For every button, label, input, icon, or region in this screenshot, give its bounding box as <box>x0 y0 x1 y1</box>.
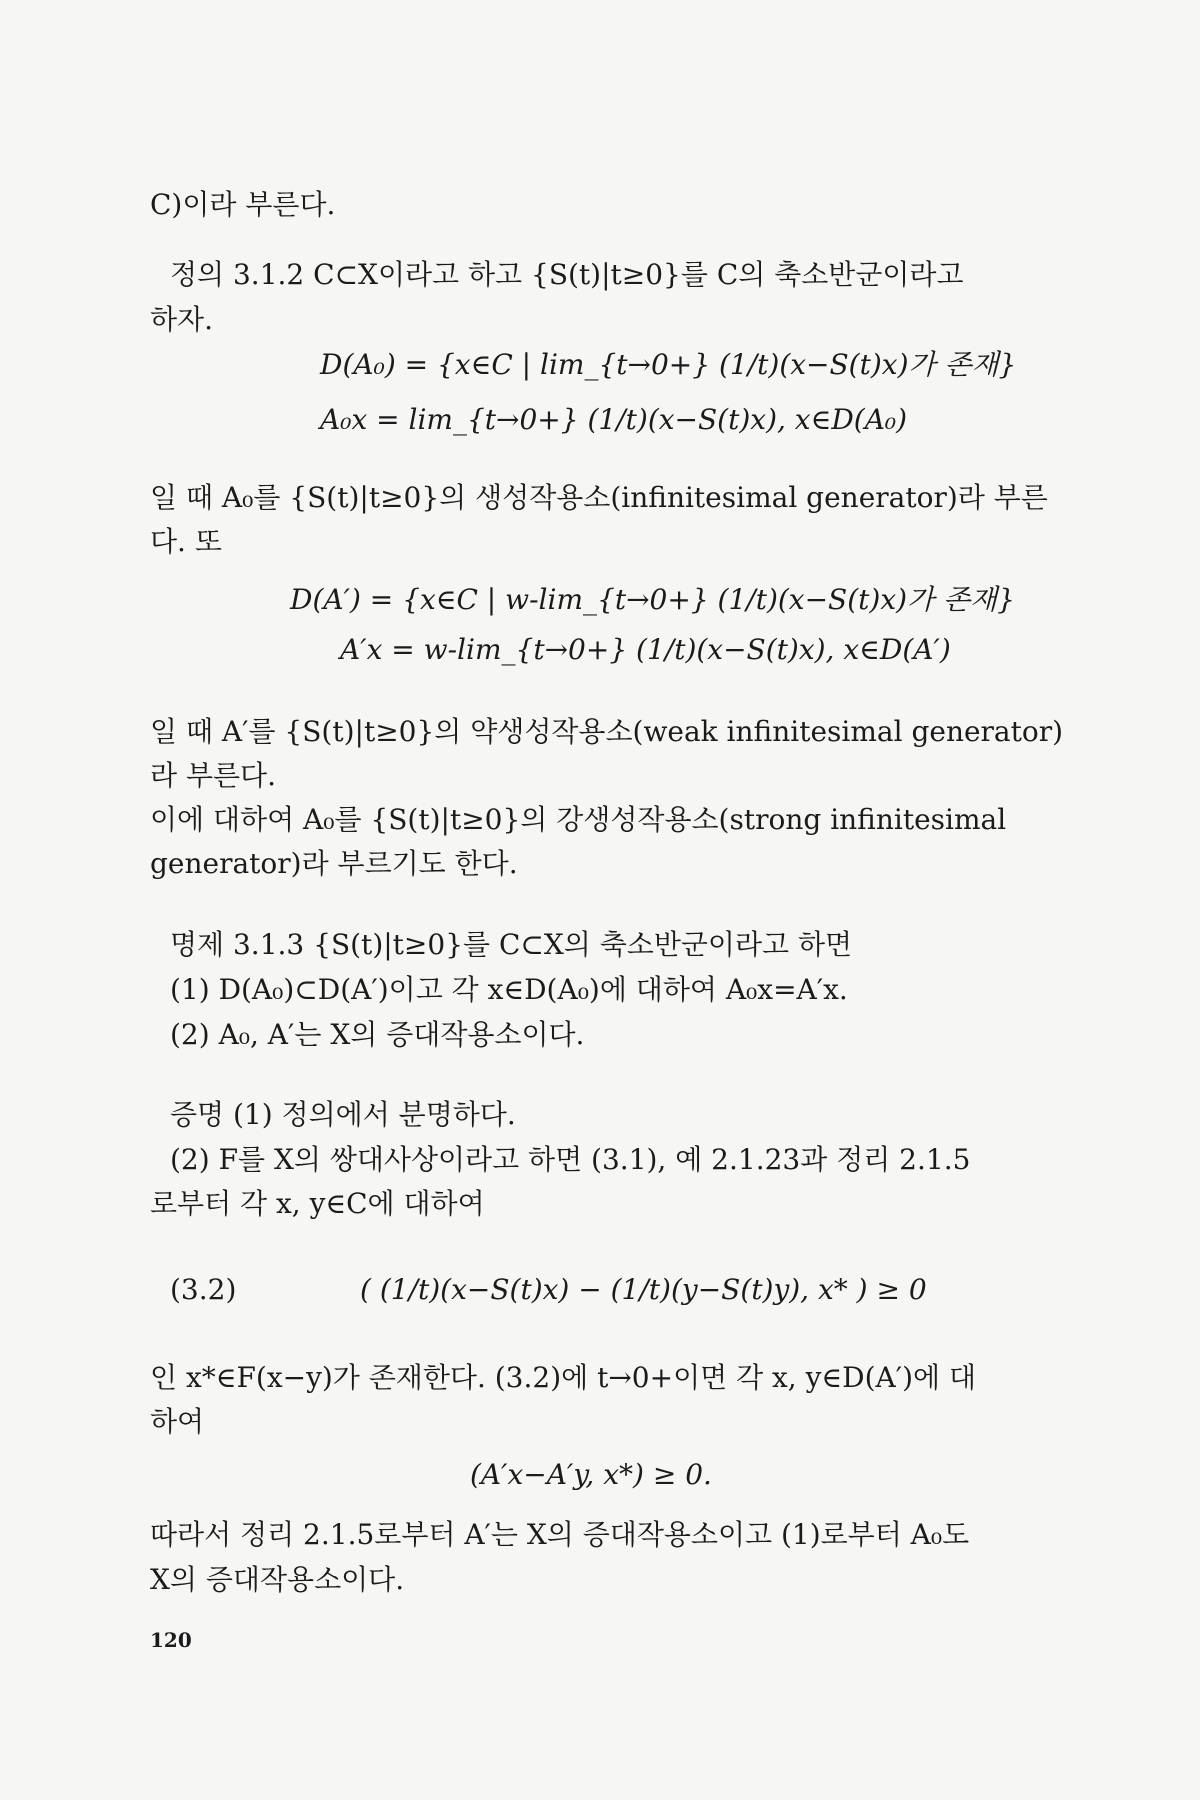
equation-domain-A0: D(A₀) = {x∈C | lim_{t→0+} (1/t)(x−S(t)x)가 존재} <box>320 348 1017 381</box>
text-line: 인 x*∈F(x−y)가 존재한다. (3.2)에 t→0+이면 각 x, y∈D(A′)에 대 <box>150 1361 977 1394</box>
text-line: 이에 대하여 A₀를 {S(t)|t≥0}의 강생성작용소(strong infinitesimal <box>150 803 1007 836</box>
equation-3-2: ( (1/t)(x−S(t)x) − (1/t)(y−S(t)y), x* ) ≥ 0 <box>360 1273 927 1306</box>
equation-Aprime-x: A′x = w-lim_{t→0+} (1/t)(x−S(t)x), x∈D(A′) <box>340 633 951 666</box>
text-line: generator)라 부르기도 한다. <box>150 847 518 880</box>
page-number: 120 <box>150 1628 192 1652</box>
proposition-item-2: (2) A₀, A′는 X의 증대작용소이다. <box>170 1018 585 1051</box>
equation-domain-Aprime: D(A′) = {x∈C | w-lim_{t→0+} (1/t)(x−S(t)x)가 존재} <box>290 583 1015 616</box>
equation-number-3-2: (3.2) <box>170 1273 237 1306</box>
text-line: 라 부른다. <box>150 759 276 792</box>
text-line: 다. 또 <box>150 525 222 558</box>
proposition-item-1: (1) D(A₀)⊂D(A′)이고 각 x∈D(A₀)에 대하여 A₀x=A′x. <box>170 973 848 1006</box>
text-line: 일 때 A₀를 {S(t)|t≥0}의 생성작용소(infinitesimal generator)라 부른 <box>150 481 1048 514</box>
definition-3-1-2: 정의 3.1.2 C⊂X이라고 하고 {S(t)|t≥0}를 C의 축소반군이라고 <box>170 258 964 291</box>
text-line: 로부터 각 x, y∈C에 대하여 <box>150 1187 485 1220</box>
proof-heading: 증명 (1) 정의에서 분명하다. <box>170 1098 516 1131</box>
text-line: 따라서 정리 2.1.5로부터 A′는 X의 증대작용소이고 (1)로부터 A₀도 <box>150 1518 970 1551</box>
text-line: 하자. <box>150 303 213 336</box>
text-line: C)이라 부른다. <box>150 188 336 221</box>
equation-A0x: A₀x = lim_{t→0+} (1/t)(x−S(t)x), x∈D(A₀) <box>320 403 908 436</box>
text-line: X의 증대작용소이다. <box>150 1563 405 1596</box>
text-line: 일 때 A′를 {S(t)|t≥0}의 약생성작용소(weak infinitesimal generator) <box>150 715 1064 748</box>
text-line: 하여 <box>150 1405 205 1438</box>
text-line: (2) F를 X의 쌍대사상이라고 하면 (3.1), 예 2.1.23과 정리 2.1.5 <box>170 1143 971 1176</box>
equation-monotone: (A′x−A′y, x*) ≥ 0. <box>470 1458 712 1491</box>
proposition-3-1-3: 명제 3.1.3 {S(t)|t≥0}를 C⊂X의 축소반군이라고 하면 <box>170 928 853 961</box>
